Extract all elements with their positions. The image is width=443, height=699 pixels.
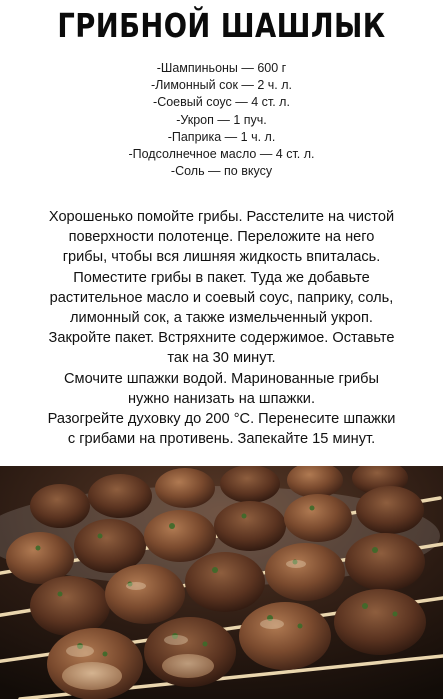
ingredient-item: -Паприка — 1 ч. л. [167,129,276,144]
ingredient-item: -Лимонный сок — 2 ч. л. [150,78,293,93]
recipe-title: ГРИБНОЙ ШАШЛЫК [57,6,386,45]
directions-line: поверхности полотенце. Переложите на него [68,229,375,246]
mushroom-skewers-photo [0,466,443,699]
directions-line: Смочите шпажки водой. Маринованные грибы [64,370,379,387]
ingredient-list [0,60,443,180]
ingredient-item: -Соевый соус — 4 ст. л. [153,95,290,110]
directions-line: грибы, чтобы вся лишняя жидкость впиталась. [62,249,381,266]
directions-line: Хорошенько помойте грибы. Расстелите на чистой [48,209,395,225]
directions-line: Поместите грибы в пакет. Туда же добавьте [73,269,370,286]
directions-line: Закройте пакет. Встряхните содержимое. Оставьте [48,330,395,347]
directions-line: растительное масло и соевый соус, паприку, соль, [49,289,394,306]
ingredient-item: -Укроп — 1 пуч. [176,112,267,127]
directions-text [8,207,435,449]
directions-line: с грибами на противень. Запекайте 15 минут. [67,431,376,448]
directions-line: нужно нанизать на шпажки. [127,390,316,407]
ingredient-item: -Подсолнечное масло — 4 ст. л. [128,147,315,162]
ingredient-item: -Шампиньоны — 600 г [156,61,287,75]
directions-line: лимонный сок, а также измельченный укроп. [70,310,373,327]
ingredient-item: -Соль — по вкусу [170,164,273,179]
directions-line: Разогрейте духовку до 200 °С. Перенесите шпажки [47,411,396,428]
directions-line: так на 30 минут. [167,350,276,367]
